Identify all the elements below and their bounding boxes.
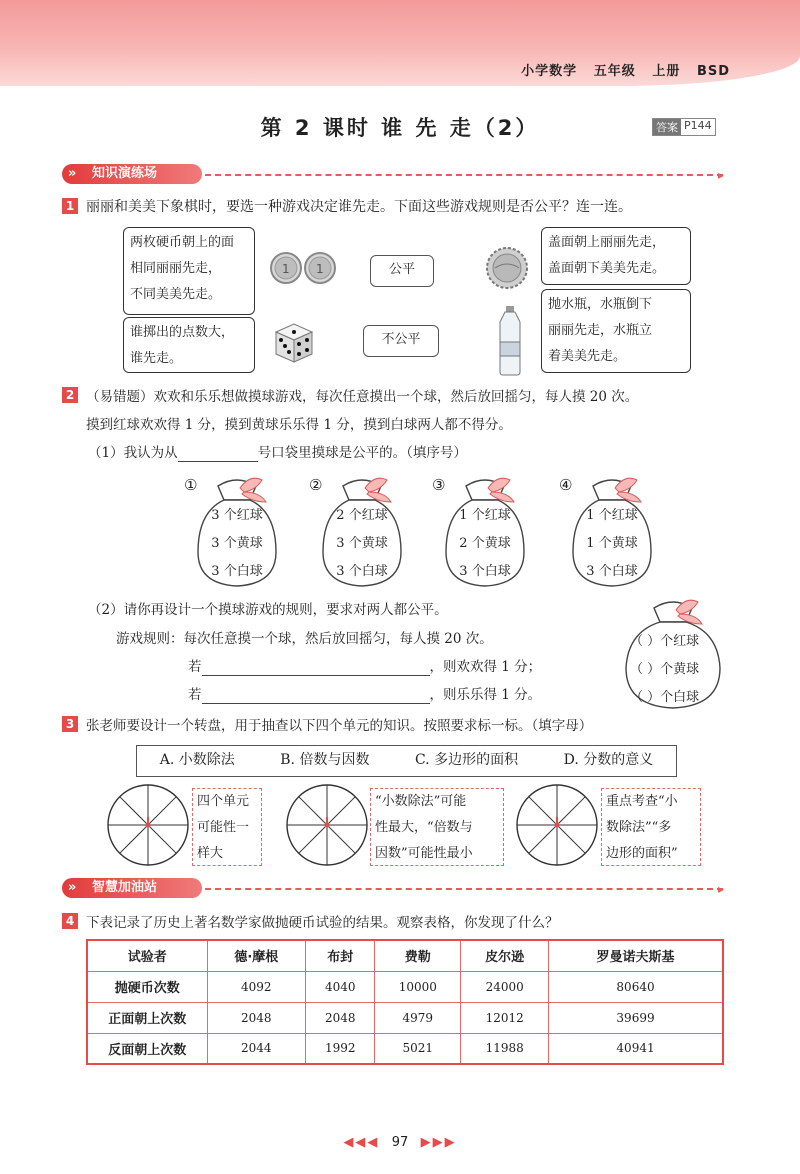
table-cell: 4979 <box>375 1002 461 1033</box>
spinner-note-2 <box>370 788 504 866</box>
bag-line: 2 个黄球 <box>459 536 511 551</box>
rule-line: 丽丽先走，水瓶立 <box>548 323 653 338</box>
bag-contents <box>440 502 530 586</box>
q2-line2: 摸到红球欢欢得 1 分，摸到黄球乐乐得 1 分，摸到白球两人都不得分。 <box>86 417 512 433</box>
bag-line: 1 个黄球 <box>586 536 638 551</box>
table-header-row <box>87 940 723 971</box>
question-number: 4 <box>62 913 78 929</box>
bag-line: 3 个白球 <box>459 564 511 579</box>
yellow-count-blank[interactable]: （ ）个黄球 <box>630 662 700 677</box>
option-a: A. 小数除法 <box>159 752 235 768</box>
q4-text: 下表记录了历史上著名数学家做抛硬币试验的结果。观察表格，你发现了什么？ <box>86 915 559 931</box>
note-line: 可能性一 <box>197 820 250 835</box>
bag-line: 3 个白球 <box>586 564 638 579</box>
q1-text: 丽丽和美美下象棋时，要选一种游戏决定谁先走。下面这些游戏规则是否公平？连一连。 <box>86 199 632 215</box>
book-info <box>521 60 730 79</box>
page-title: 第 2 课时 谁 先 走（2） <box>260 116 540 140</box>
option-b: B. 倍数与因数 <box>280 752 370 768</box>
if-label: 若 <box>188 687 202 703</box>
q2-line1: （易错题）欢欢和乐乐想做摸球游戏，每次任意摸出一个球，然后放回摇匀，每人摸 20 次。 <box>86 389 639 405</box>
row-header: 正面朝上次数 <box>87 1002 207 1033</box>
rule-line: 谁掷出的点数大， <box>130 325 235 340</box>
bag-label: ② <box>309 476 323 494</box>
table-header: 费勒 <box>375 940 461 971</box>
if-label: 若 <box>188 659 202 675</box>
coin-toss-table <box>86 939 724 1065</box>
subject-label: 小学数学 <box>521 64 578 79</box>
svg-text:1: 1 <box>282 262 290 276</box>
table-cell: 4092 <box>207 971 306 1002</box>
note-line: 性最大，“倍数与 <box>375 820 473 835</box>
bag-line: 3 个黄球 <box>336 536 388 551</box>
white-count-blank[interactable]: （ ）个白球 <box>630 690 700 705</box>
page-number <box>0 1135 800 1150</box>
section-divider <box>205 174 723 176</box>
then-le: ，则乐乐得 1 分。 <box>429 687 542 703</box>
rule-box-dice[interactable] <box>123 317 255 373</box>
condition-blank[interactable] <box>202 659 430 676</box>
bag-number-blank[interactable] <box>178 445 258 462</box>
bag-line: 3 个白球 <box>336 564 388 579</box>
note-line: 因数”可能性最小 <box>375 846 473 861</box>
q2-part1 <box>88 441 467 462</box>
table-header: 德·摩根 <box>207 940 306 971</box>
condition-blank[interactable] <box>202 687 430 704</box>
bag-line: 1 个红球 <box>459 508 511 523</box>
rule-box-coins[interactable] <box>123 227 255 315</box>
red-count-blank[interactable]: （ ）个红球 <box>630 634 700 649</box>
table-cell: 11988 <box>461 1033 549 1064</box>
note-line: 数除法”“多 <box>606 820 672 835</box>
table-cell: 12012 <box>461 1002 549 1033</box>
rule-box-cap[interactable] <box>541 227 691 285</box>
then-huan: ，则欢欢得 1 分； <box>429 659 542 675</box>
bag-line: 3 个红球 <box>211 508 263 523</box>
arrow-icon: » <box>68 880 77 895</box>
table-row <box>87 971 723 1002</box>
row-header: 反面朝上次数 <box>87 1033 207 1064</box>
table-cell: 10000 <box>375 971 461 1002</box>
rule-box-bottle[interactable] <box>541 289 691 373</box>
q2-condition-le <box>188 683 541 704</box>
bag-label: ③ <box>432 476 446 494</box>
bag-line: 3 个白球 <box>211 564 263 579</box>
table-cell: 5021 <box>375 1033 461 1064</box>
rule-line: 谁先走。 <box>130 351 183 366</box>
spinner[interactable] <box>286 784 368 866</box>
water-bottle-icon <box>496 306 524 376</box>
row-header: 抛硬币次数 <box>87 971 207 1002</box>
bag-label: ④ <box>559 476 573 494</box>
question-number: 2 <box>62 387 78 403</box>
section-wisdom-label: 智慧加油站 <box>62 878 202 898</box>
arrow-left-icon: ◀◀◀ <box>343 1135 380 1150</box>
table-cell: 24000 <box>461 971 549 1002</box>
spinner-note-1 <box>192 788 262 866</box>
edition-label: BSD <box>696 64 730 79</box>
unit-options <box>136 745 677 777</box>
bag-contents <box>317 502 407 586</box>
bag-line: 2 个红球 <box>336 508 388 523</box>
q2-condition-huan <box>188 655 541 676</box>
page-number-value: 97 <box>391 1135 409 1150</box>
rule-line: 不同美美先走。 <box>130 287 222 302</box>
arrow-icon: » <box>68 166 77 181</box>
spinner[interactable] <box>516 784 598 866</box>
rule-line: 盖面朝上丽丽先走， <box>548 235 666 250</box>
dice-icon <box>272 320 316 364</box>
section-practice-label: 知识演练场 <box>62 164 202 184</box>
table-cell: 39699 <box>549 1002 723 1033</box>
option-c: C. 多边形的面积 <box>414 752 519 768</box>
q2-part2: （2）请你再设计一个摸球游戏的规则，要求对两人都公平。 <box>88 602 448 618</box>
volume-label: 上册 <box>652 64 681 79</box>
table-cell: 40941 <box>549 1033 723 1064</box>
bag-contents <box>192 502 282 586</box>
table-header: 罗曼诺夫斯基 <box>549 940 723 971</box>
note-line: 边形的面积” <box>606 846 678 861</box>
table-header: 皮尔逊 <box>461 940 549 971</box>
bag-contents <box>567 502 657 586</box>
section-divider <box>205 888 723 890</box>
q2-part1-prefix: （1）我认为从 <box>88 445 178 461</box>
arrow-right-icon: ▸ <box>718 168 725 182</box>
table-cell: 4040 <box>306 971 375 1002</box>
table-cell: 2048 <box>306 1002 375 1033</box>
table-row <box>87 1033 723 1064</box>
design-bag-contents <box>630 628 699 712</box>
arrow-right-icon: ▸ <box>718 882 725 896</box>
svg-text:1: 1 <box>316 262 324 276</box>
fair-label[interactable]: 公平 <box>370 255 434 287</box>
table-cell: 80640 <box>549 971 723 1002</box>
unfair-label[interactable]: 不公平 <box>363 325 439 357</box>
table-cell: 2044 <box>207 1033 306 1064</box>
grade-label: 五年级 <box>593 64 636 79</box>
answer-label: 答案 <box>653 119 681 135</box>
rule-line: 两枚硬币朝上的面 <box>130 235 235 250</box>
q2-rule: 游戏规则：每次任意摸一个球，然后放回摇匀，每人摸 20 次。 <box>116 631 493 647</box>
note-line: 四个单元 <box>197 794 250 809</box>
section-practice <box>62 164 202 184</box>
question-number: 3 <box>62 716 78 732</box>
bag-line: 1 个红球 <box>586 508 638 523</box>
q2-part1-suffix: 号口袋里摸球是公平的。（填序号） <box>257 445 467 461</box>
rule-line: 相同丽丽先走， <box>130 261 222 276</box>
bag-line: 3 个黄球 <box>211 536 263 551</box>
note-line: “小数除法”可能 <box>375 794 467 809</box>
table-cell: 1992 <box>306 1033 375 1064</box>
q3-text: 张老师要设计一个转盘，用于抽查以下四个单元的知识。按照要求标一标。（填字母） <box>86 718 593 734</box>
rule-line: 着美美先走。 <box>548 349 627 364</box>
arrow-right-icon: ▶▶▶ <box>420 1135 457 1150</box>
note-line: 重点考查“小 <box>606 794 678 809</box>
bag-label: ① <box>184 476 198 494</box>
table-cell: 2048 <box>207 1002 306 1033</box>
spinner[interactable] <box>107 784 189 866</box>
answer-reference <box>652 118 716 136</box>
rule-line: 盖面朝下美美先走。 <box>548 261 666 276</box>
bottle-cap-icon <box>485 246 529 290</box>
coins-icon <box>268 250 338 286</box>
note-line: 样大 <box>197 846 224 861</box>
section-wisdom <box>62 878 202 898</box>
answer-page: P144 <box>684 119 712 132</box>
spinner-note-3 <box>601 788 701 866</box>
table-row <box>87 1002 723 1033</box>
option-d: D. 分数的意义 <box>563 752 654 768</box>
table-header: 试验者 <box>87 940 207 971</box>
rule-line: 抛水瓶，水瓶倒下 <box>548 297 653 312</box>
table-header: 布封 <box>306 940 375 971</box>
question-number: 1 <box>62 198 78 214</box>
